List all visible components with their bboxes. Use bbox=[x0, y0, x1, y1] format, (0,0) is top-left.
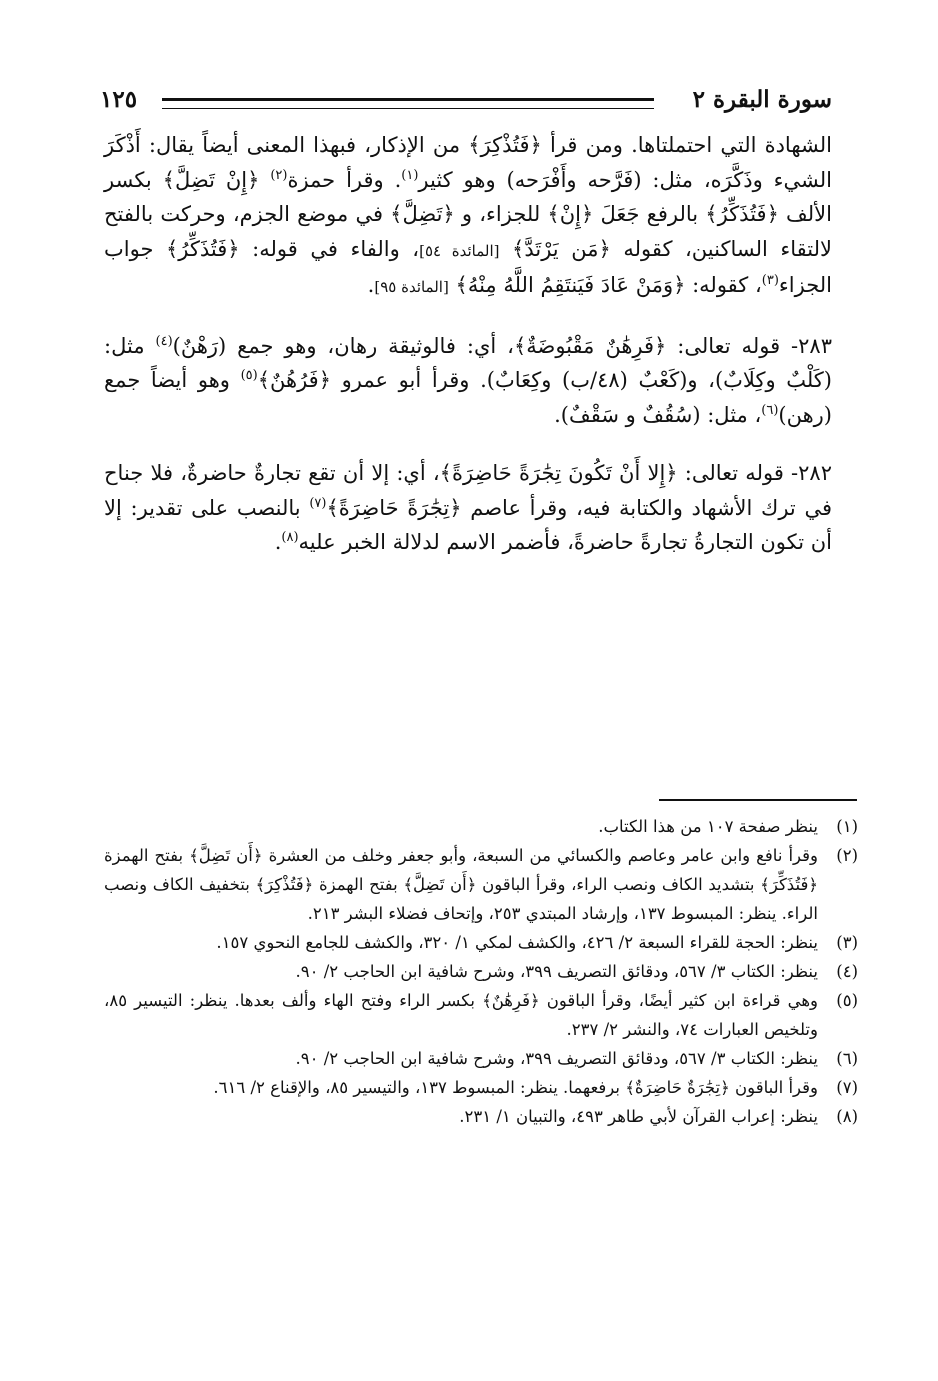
text-span: ، أي: إلا أن تقع تجارةٌ حاضرةٌ، فلا جناح في ترك الأشهاد والكتابة فيه، وقرأ عاصم bbox=[104, 461, 833, 520]
text-span: في موضع الجزم، وحركت بالفتح لالتقاء الساكنين، كقوله bbox=[104, 202, 832, 261]
footnotes bbox=[104, 812, 858, 1131]
quran-quote: ﴿فَرِهَٰنٌ مَقْبُوضَةٌ﴾ bbox=[513, 333, 667, 358]
text-span bbox=[499, 237, 512, 261]
paragraph-3 bbox=[104, 456, 832, 560]
text-span: ٢٨٢- قوله تعالى: bbox=[677, 461, 832, 485]
footnote-ref[interactable]: (٦) bbox=[761, 402, 779, 418]
header-double-rule bbox=[162, 98, 654, 109]
text-span: وهو أيضاً جمع (رهن) bbox=[104, 368, 832, 427]
footnote-number: (٥) bbox=[836, 991, 858, 1010]
footnote-ref[interactable]: (٣) bbox=[761, 273, 779, 288]
text-span bbox=[259, 168, 270, 192]
text-span: بالنصب على تقدير: إلا أن تكون التجارةُ تجارةً حاضرةً، فأضمر الاسم لدلالة الخبر عليه bbox=[104, 495, 832, 554]
footnote-separator bbox=[659, 799, 857, 801]
text-span: ، أي: فالوثيقة رهان، وهو جمع (رَهْنٌ) bbox=[172, 333, 514, 358]
footnote-text: ينظر: الحجة للقراء السبعة ٢/ ٤٢٦، والكشف لمكي ١/ ٣٢٠، والكشف للجامع النحوي ١٥٧. bbox=[216, 933, 818, 952]
text-span: الشهادة التي احتملتاها. ومن قرأ bbox=[541, 133, 832, 157]
text-span: بالرفع جَعَلَ bbox=[593, 202, 706, 226]
paragraph-2 bbox=[104, 329, 832, 433]
footnote-text: ينظر: الكتاب ٣/ ٥٦٧، ودقائق التصريف ٣٩٩، وشرح شافية ابن الحاجب ٢/ ٩٠. bbox=[295, 1049, 818, 1068]
footnote-ref[interactable]: (٥) bbox=[240, 368, 258, 383]
footnote-number: (٣) bbox=[836, 933, 858, 952]
footnote bbox=[104, 986, 858, 1044]
page-header bbox=[100, 86, 832, 120]
quran-quote: ﴿تِجَٰرَةً حَاضِرَةً﴾ bbox=[326, 495, 462, 520]
text-span: ٢٨٣- قوله تعالى: bbox=[666, 333, 832, 358]
footnote-ref[interactable]: (١) bbox=[401, 167, 419, 183]
text-span: بكسر الألف bbox=[104, 167, 832, 226]
text-span: جواب الجزاء bbox=[104, 236, 832, 297]
footnote-text: وقرأ نافع وابن عامر وعاصم والكسائي من السبعة، وأبو جعفر وخلف من العشرة ﴿أَن تَضِلَّ﴾ بفتح الهمزة ﴿فَتُذَكِّرَ﴾ بتشديد الكاف ونصب الراء، وقرأ الباقون ﴿أَن تَضِلَّ﴾ بفتح الهمزة ﴿فَتُذْكِرَ﴾ بتخفيف الكاف ونصب الراء. ينظر: المبسوط ١٣٧، وإرشاد المبتدي ٢٥٣، وإتحاف فضلاء البشر ٢١٣. bbox=[104, 846, 818, 923]
footnote bbox=[104, 1102, 858, 1131]
footnote-text: ينظر: الكتاب ٣/ ٥٦٧، ودقائق التصريف ٣٩٩، وشرح شافية ابن الحاجب ٢/ ٩٠. bbox=[295, 962, 818, 981]
paragraph-1 bbox=[104, 128, 832, 305]
quran-quote: ﴿فَتُذَكِّرُ﴾ bbox=[705, 202, 779, 226]
footnote-number: (٢) bbox=[836, 846, 858, 865]
quran-quote: ﴿مَن يَرْتَدَّ﴾ bbox=[512, 236, 611, 261]
footnote-text: وهي قراءة ابن كثير أيضًا، وقرأ الباقون ﴿فَرِهَٰنٌ﴾ بكسر الراء وفتح الهاء وألف بعدها. ينظر: التيسير ٨٥، وتلخيص العبارات ٧٤، والنشر ٢/ ٢٣٧. bbox=[104, 991, 818, 1039]
footnote bbox=[104, 841, 858, 928]
footnote bbox=[104, 928, 858, 957]
footnote-ref[interactable]: (٤) bbox=[155, 333, 173, 349]
text-span: ، مثل: (سُقُفٌ و سَقْفٌ). bbox=[554, 402, 762, 427]
footnote-ref[interactable]: (٢) bbox=[270, 167, 288, 183]
quran-quote: ﴿إِلا أَنْ تَكُونَ تِجَٰرَةً حَاضِرَةً﴾ bbox=[439, 461, 678, 485]
footnote-text: ينظر صفحة ١٠٧ من هذا الكتاب. bbox=[598, 817, 818, 836]
footnote-number: (١) bbox=[836, 817, 858, 836]
footnote bbox=[104, 1044, 858, 1073]
text-span: مثل: (كَلْبٌ وكِلَابٌ)، و(كَعْبٌ (٤٨/ب) وكِعَابٌ). وقرأ أبو عمرو bbox=[104, 333, 832, 392]
quran-quote: ﴿فَرُهُنٌ﴾ bbox=[257, 368, 331, 392]
footnote-number: (٦) bbox=[836, 1049, 858, 1068]
verse-reference: [المائدة ٩٥] bbox=[374, 278, 449, 296]
surah-title: سورة البقرة ٢ bbox=[692, 86, 832, 113]
quran-quote: ﴿فَتُذَكِّرُ﴾ bbox=[166, 236, 240, 261]
main-text bbox=[104, 128, 832, 584]
text-span bbox=[449, 273, 456, 297]
text-span: ، والفاء في قوله: bbox=[239, 236, 420, 261]
page-number: ١٢٥ bbox=[100, 86, 138, 113]
footnote-ref[interactable]: (٨) bbox=[281, 530, 299, 545]
footnote-number: (٨) bbox=[836, 1107, 858, 1126]
verse-reference: [المائدة ٥٤] bbox=[419, 241, 500, 260]
footnote-number: (٤) bbox=[836, 962, 858, 981]
footnote bbox=[104, 812, 858, 841]
quran-quote: ﴿تَضِلَّ﴾ bbox=[390, 202, 455, 226]
text-span: . bbox=[274, 530, 282, 554]
quran-quote: ﴿فَتُذْكِرَ﴾ bbox=[468, 133, 542, 157]
footnote-number: (٧) bbox=[836, 1078, 858, 1097]
text-span: . bbox=[367, 273, 375, 297]
footnote-text: وقرأ الباقون ﴿تِجَٰرَةٌ حَاضِرَةٌ﴾ برفعهما. ينظر: المبسوط ١٣٧، والتيسير ٨٥، والإقناع ٢/ ٦١٦. bbox=[213, 1078, 818, 1097]
text-span: من الإذكار، فبهذا المعنى أيضاً يقال: أَذْكَرَ الشيء وذَكَّرَه، مثل: (فَرَّحه وأَفْرَحه) وهو كثير bbox=[104, 133, 832, 192]
quran-quote: ﴿إِنْ تَضِلَّ﴾ bbox=[162, 167, 260, 192]
footnote bbox=[104, 1073, 858, 1102]
footnote-ref[interactable]: (٧) bbox=[309, 495, 327, 511]
quran-quote: ﴿إِنْ﴾ bbox=[547, 202, 594, 226]
footnote-text: ينظر: إعراب القرآن لأبي طاهر ٤٩٣، والتبيان ١/ ٢٣١. bbox=[459, 1107, 818, 1126]
footnote bbox=[104, 957, 858, 986]
text-span: . وقرأ حمزة bbox=[287, 167, 402, 192]
text-span: للجزاء، و bbox=[454, 202, 548, 226]
text-span: ، كقوله: bbox=[685, 273, 762, 297]
quran-quote: ﴿وَمَنْ عَادَ فَيَنتَقِمُ اللَّهُ مِنْهُ﴾ bbox=[455, 273, 686, 297]
